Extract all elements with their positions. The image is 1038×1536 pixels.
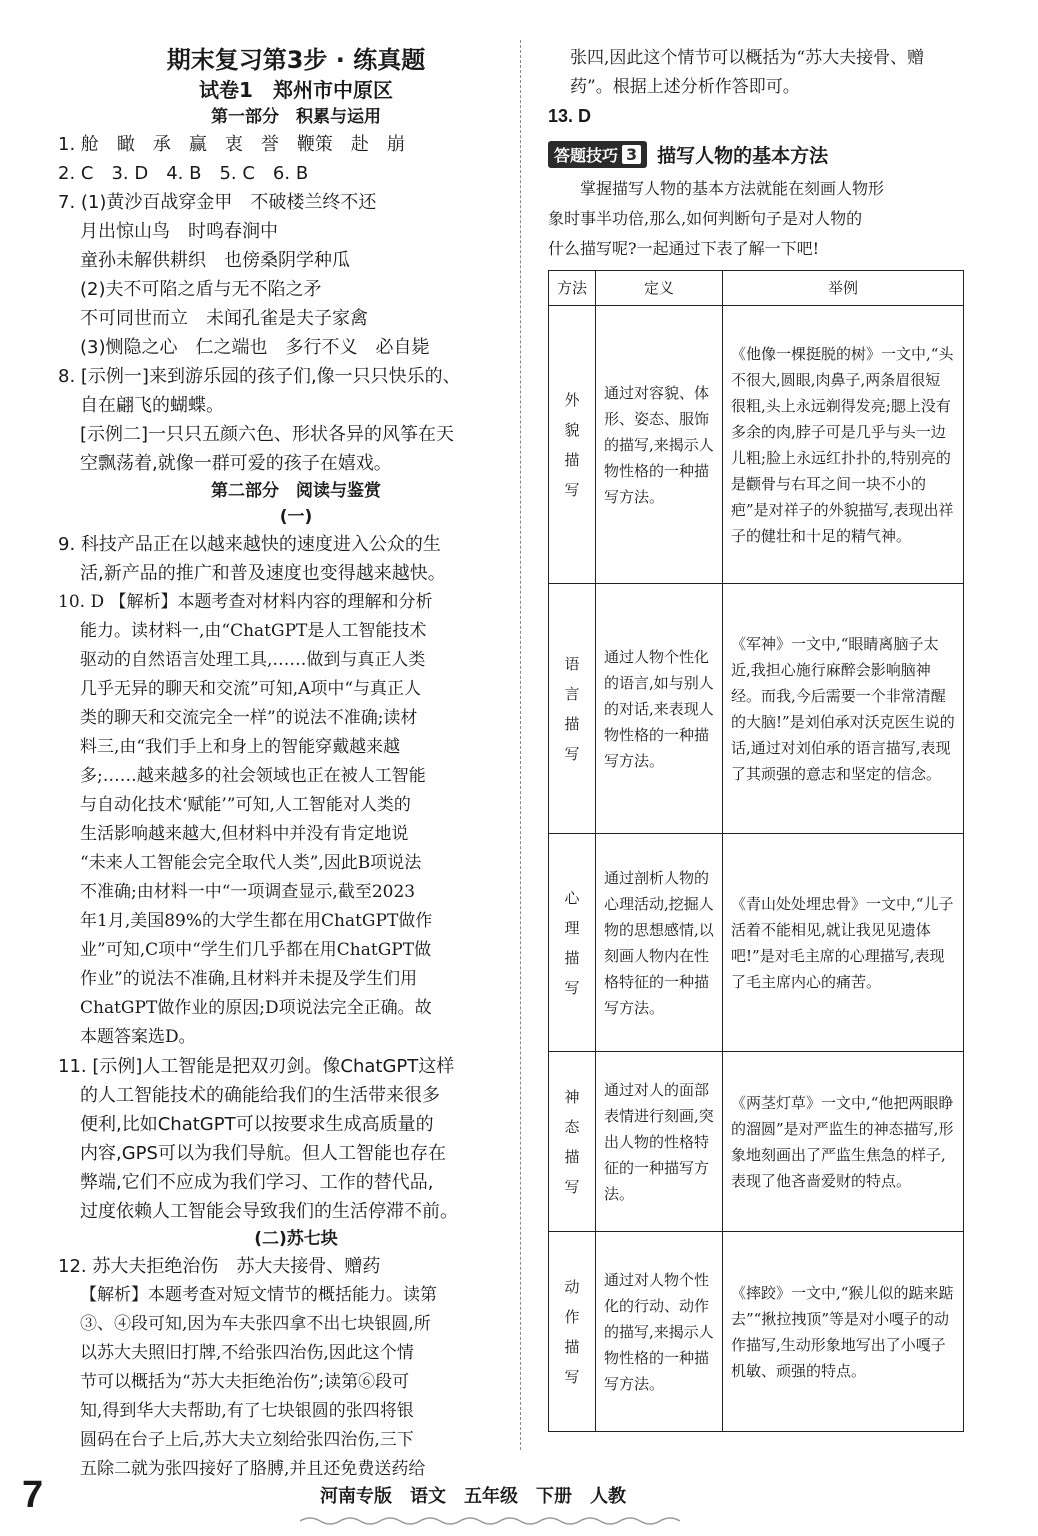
method-cell: 神 态 描 写 xyxy=(549,1052,596,1232)
analysis-line: 业”可知,C项中“学生们几乎都在用ChatGPT做 xyxy=(80,940,432,960)
example-cell: 《他像一棵挺脱的树》一文中,“头不很大,圆眼,肉鼻子,两条眉很短很粗,头上永远剃得发亮;腮上没有多余的肉,脖子可是几乎与头一边儿粗;脸上永远红扑扑的,特别亮的是颧骨与右耳之间一块不小的疤”是对祥子的外貌描写,表现出祥子的健壮和十足的精气神。 xyxy=(723,306,964,584)
answer-line: 便利,比如ChatGPT可以按要求生成高质量的 xyxy=(80,1114,434,1135)
analysis-line: 生活影响越来越大,但材料中并没有肯定地说 xyxy=(80,824,409,844)
left-column xyxy=(58,44,504,1484)
answer-line: 9. 科技产品正在以越来越快的速度进入公众的生 xyxy=(58,534,441,555)
analysis-line: 能力。读材料一,由“ChatGPT是人工智能技术 xyxy=(80,621,427,641)
method-cell: 心 理 描 写 xyxy=(549,834,596,1052)
analysis-line: 张四,因此这个情节可以概括为“苏大夫接骨、赠 xyxy=(570,48,925,68)
definition-cell: 通过剖析人物的心理活动,挖掘人物的思想感情,以刻画人物内在性格特征的一种描写方法。 xyxy=(596,834,723,1052)
analysis-line: 几乎无异的聊天和交流”可知,A项中“与真正人 xyxy=(80,679,422,699)
method-cell: 语 言 描 写 xyxy=(549,584,596,834)
example-cell: 《军神》一文中,“眼睛离脑子太近,我担心施行麻醉会影响脑神经。而我,今后需要一个非常清醒的大脑!”是刘伯承对沃克医生说的话,通过对刘伯承的语言描写,表现了其顽强的意志和坚定的信念。 xyxy=(723,584,964,834)
answer-line: 的人工智能技术的确能给我们的生活带来很多 xyxy=(80,1085,440,1106)
table-row xyxy=(549,306,964,584)
analysis-line: 知,得到华大夫帮助,有了七块银圆的张四将银 xyxy=(80,1401,414,1421)
answer-line: 月出惊山鸟 时鸣春涧中 xyxy=(80,221,278,242)
answer-line: (2)夫不可陷之盾与无不陷之矛 xyxy=(80,279,322,300)
definition-cell: 通过对人物个性化的行动、动作的描写,来揭示人物性格的一种描写方法。 xyxy=(596,1232,723,1432)
footer-edition: 河南专版 语文 五年级 下册 人教 xyxy=(320,1486,626,1507)
example-cell: 《摔跤》一文中,“猴儿似的踮来踮去”“揪拉拽顶”等是对小嘎子的动作描写,生动形象地写出了小嘎子机敏、顽强的特点。 xyxy=(723,1232,964,1432)
analysis-line: 料三,由“我们手上和身上的智能穿戴越来越 xyxy=(80,737,401,757)
answer-line: 自在翩飞的蝴蝶。 xyxy=(80,395,224,416)
answer-line: [示例二]一只只五颜六色、形状各异的风筝在天 xyxy=(80,424,455,445)
definition-cell: 通过对容貌、体形、姿态、服饰的描写,来揭示人物性格的一种描写方法。 xyxy=(596,306,723,584)
table-row xyxy=(549,1232,964,1432)
answer-line: 空飘荡着,就像一群可爱的孩子在嬉戏。 xyxy=(80,453,392,474)
methods-table xyxy=(548,270,964,1432)
answer-line: 1. 舱 瞰 承 赢 衷 誉 鞭策 赴 崩 xyxy=(58,134,405,155)
column-divider xyxy=(520,40,521,1450)
analysis-line: 与自动化技术‘赋能’”可知,人工智能对人类的 xyxy=(80,795,411,815)
answer-line: 13. D xyxy=(548,106,592,126)
section1-heading: (一) xyxy=(279,507,313,527)
analysis-line: 本题答案选D。 xyxy=(80,1027,196,1047)
footer-wave-decoration xyxy=(300,1512,680,1530)
exam-subtitle: 试卷1 郑州市中原区 xyxy=(199,78,393,102)
tip-header xyxy=(548,141,978,168)
answer-line: 过度依赖人工智能会导致我们的生活停滞不前。 xyxy=(80,1201,458,1222)
header-method: 方法 xyxy=(549,271,596,306)
answer-line: 2. C 3. D 4. B 5. C 6. B xyxy=(58,163,309,184)
tip-intro-line: 掌握描写人物的基本方法就能在刻画人物形 xyxy=(580,179,885,198)
tip-intro-line: 象时事半功倍,那么,如何判断句子是对人物的 xyxy=(548,209,863,228)
analysis-line: 10. D 【解析】本题考查对材料内容的理解和分析 xyxy=(58,592,433,612)
answer-line: 12. 苏大夫拒绝治伤 苏大夫接骨、赠药 xyxy=(58,1256,381,1277)
answer-line: 内容,GPS可以为我们导航。但人工智能也存在 xyxy=(80,1143,446,1164)
definition-cell: 通过对人的面部表情进行刻画,突出人物的性格特征的一种描写方法。 xyxy=(596,1052,723,1232)
answer-line: 7. (1)黄沙百战穿金甲 不破楼兰终不还 xyxy=(58,192,377,213)
definition-cell: 通过人物个性化的语言,如与别人的对话,来表现人物性格的一种描写方法。 xyxy=(596,584,723,834)
example-cell: 《两茎灯草》一文中,“他把两眼睁的溜圆”是对严监生的神态描写,形象地刻画出了严监生焦急的样子,表现了他吝啬爱财的特点。 xyxy=(723,1052,964,1232)
section2-heading: (二)苏七块 xyxy=(254,1229,338,1249)
analysis-line: 圆码在台子上后,苏大夫立刻给张四治伤,三下 xyxy=(80,1430,414,1450)
analysis-line: 节可以概括为“苏大夫拒绝治伤”;读第⑥段可 xyxy=(80,1372,410,1392)
analysis-line: 多;……越来越多的社会领域也正在被人工智能 xyxy=(80,766,426,786)
answer-line: 童孙未解供耕织 也傍桑阴学种瓜 xyxy=(80,250,350,271)
answer-line: 不可同世而立 未闻孔雀是夫子家禽 xyxy=(80,308,368,329)
analysis-line: 不准确;由材料一中“一项调查显示,截至2023 xyxy=(80,882,416,902)
example-cell: 《青山处处埋忠骨》一文中,“儿子活着不能相见,就让我见见遗体吧!”是对毛主席的心理描写,表现了毛主席内心的痛苦。 xyxy=(723,834,964,1052)
analysis-line: ③、④段可知,因为车夫张四拿不出七块银圆,所 xyxy=(80,1314,431,1334)
table-row xyxy=(549,584,964,834)
tip-badge-number: 3 xyxy=(622,145,641,164)
answer-line: (3)恻隐之心 仁之端也 多行不义 必自毙 xyxy=(80,337,430,358)
analysis-line: ChatGPT做作业的原因;D项说法完全正确。故 xyxy=(80,998,432,1018)
method-cell: 外 貌 描 写 xyxy=(549,306,596,584)
page-title: 期末复习第3步 · 练真题 xyxy=(166,46,426,74)
answer-line: 8. [示例一]来到游乐园的孩子们,像一只只快乐的、 xyxy=(58,366,461,387)
analysis-line: 作业”的说法不准确,且材料并未提及学生们用 xyxy=(80,969,418,989)
page-number: 7 xyxy=(22,1474,44,1516)
table-row xyxy=(549,1052,964,1232)
analysis-line: 驱动的自然语言处理工具,……做到与真正人类 xyxy=(80,650,426,670)
part2-heading: 第二部分 阅读与鉴赏 xyxy=(211,481,381,501)
analysis-line: “未来人工智能会完全取代人类”,因此B项说法 xyxy=(80,853,422,873)
tip-badge xyxy=(548,141,647,168)
header-example: 举例 xyxy=(723,271,964,306)
analysis-line: 五除二就为张四接好了胳膊,并且还免费送药给 xyxy=(80,1459,426,1479)
method-cell: 动 作 描 写 xyxy=(549,1232,596,1432)
part1-heading: 第一部分 积累与运用 xyxy=(211,107,381,127)
answer-line: 弊端,它们不应成为我们学习、工作的替代品, xyxy=(80,1172,434,1193)
table-row xyxy=(549,834,964,1052)
answer-line: 活,新产品的推广和普及速度也变得越来越快。 xyxy=(80,563,446,584)
analysis-line: 以苏大夫照旧打牌,不给张四治伤,因此这个情 xyxy=(80,1343,414,1363)
analysis-line: 类的聊天和交流完全一样”的说法不准确;读材 xyxy=(80,708,418,728)
table-header-row xyxy=(549,271,964,306)
tip-intro-line: 什么描写呢?一起通过下表了解一下吧! xyxy=(548,239,820,258)
header-definition: 定义 xyxy=(596,271,723,306)
tip-title: 描写人物的基本方法 xyxy=(657,145,829,167)
right-column xyxy=(548,44,978,1432)
analysis-line: 年1月,美国89%的大学生都在用ChatGPT做作 xyxy=(80,911,433,931)
tip-badge-label: 答题技巧 xyxy=(554,146,619,165)
analysis-line: 药”。根据上述分析作答即可。 xyxy=(570,77,800,97)
answer-line: 11. [示例]人工智能是把双刃剑。像ChatGPT这样 xyxy=(58,1056,455,1077)
analysis-line: 【解析】本题考查对短文情节的概括能力。读第 xyxy=(80,1285,437,1305)
